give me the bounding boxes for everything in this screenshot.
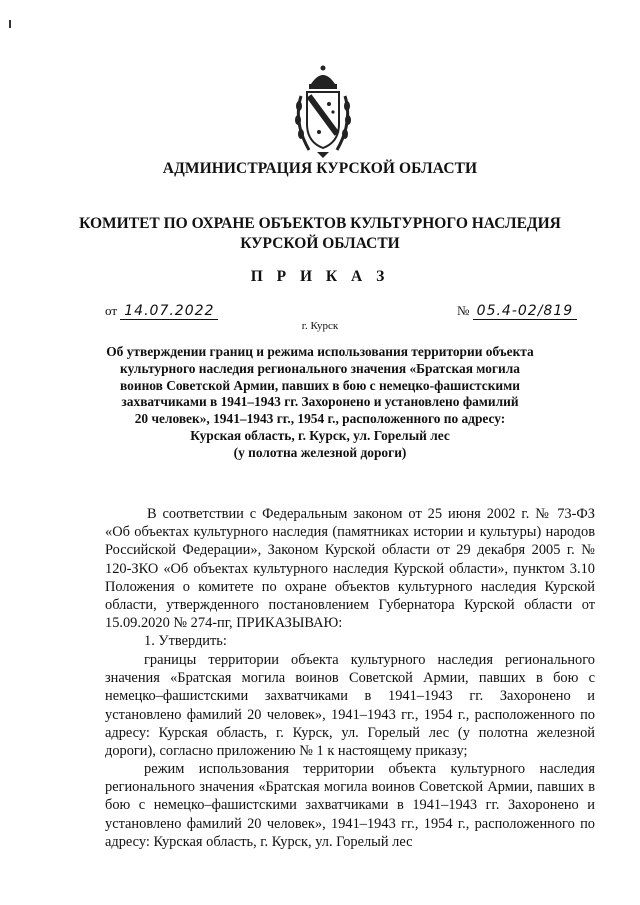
administration-title: АДМИНИСТРАЦИЯ КУРСКОЙ ОБЛАСТИ — [162, 160, 478, 177]
subject-line: воинов Советской Армии, павших в бою с немецко-фашистскими — [120, 377, 520, 393]
date-value: 14.07.2022 — [120, 303, 218, 320]
document-type: П Р И К А З — [250, 268, 390, 285]
date-label: от — [105, 303, 118, 318]
committee-title-line1: КОМИТЕТ ПО ОХРАНЕ ОБЪЕКТОВ КУЛЬТУРНОГО НАСЛЕДИЯ — [79, 215, 561, 232]
subject-line: Об утверждении границ и режима использования территории объекта — [106, 344, 534, 359]
body-paragraph-preamble: В соответствии с Федеральным законом от 25 июня 2002 г. № 73-ФЗ «Об объектах культурного наследия (памятниках истории и культуры) народов Российской Федерации», Законом Курской области от 29 декабря 2005 г. № 120-ЗКО «Об объектах культурного наследия Курской области», пунктом 3.10 Положения о комитете по охране объектов культурного наследия Курской области, утвержденного постановлением Губернатора Курской области от 15.09.2020 № 274-пг, ПРИКАЗЫВАЮ: — [105, 506, 595, 632]
subject-line: (у полотна железной дороги) — [233, 444, 407, 460]
committee-title — [0, 214, 640, 254]
city-label: г. Курск — [301, 320, 339, 332]
document-subject — [0, 344, 640, 462]
number-label: № — [457, 303, 470, 318]
subject-line: захватчиками в 1941–1943 гг. Захоронено и установлено фамилий — [121, 394, 519, 410]
scan-mark — [9, 20, 11, 28]
coat-of-arms-icon — [291, 62, 355, 162]
body-paragraph-item1: 1. Утвердить: — [144, 633, 227, 649]
number-value: 05.4-02/819 — [473, 303, 577, 320]
body-paragraph-usage-regime: режим использования территории объекта культурного наследия регионального значения «Братская могила воинов Советской Армии, павших в бою с немецко–фашистскими захватчиками в 1941–1943 гг. Захоронено и установлено фамилий 20 человек», 1941–1943 гг., 1954 г., расположенного по адресу: Курская область, г. Курск, ул. Горелый лес — [105, 761, 595, 850]
subject-line: 20 человек», 1941–1943 гг., 1954 г., расположенного по адресу: — [134, 411, 506, 427]
committee-title-line2: КУРСКОЙ ОБЛАСТИ — [240, 235, 400, 252]
date-field — [105, 303, 218, 319]
subject-line: Курская область, г. Курск, ул. Горелый лес — [190, 427, 450, 443]
number-field — [457, 303, 577, 319]
body-paragraph-boundaries: границы территории объекта культурного наследия регионального значения «Братская могила воинов Советской Армии, павших в бою с немецко–фашистскими захватчиками в 1941–1943 гг. Захоронено и установлено фамилий 20 человек», 1941–1943 гг., 1954 г., расположенного по адресу: Курская область, г. Курск, ул. Горелый лес (у полотна железной дороги), согласно приложению № 1 к настоящему приказу; — [105, 652, 595, 760]
subject-line: культурного наследия регионального значения «Братская могила — [120, 360, 520, 376]
